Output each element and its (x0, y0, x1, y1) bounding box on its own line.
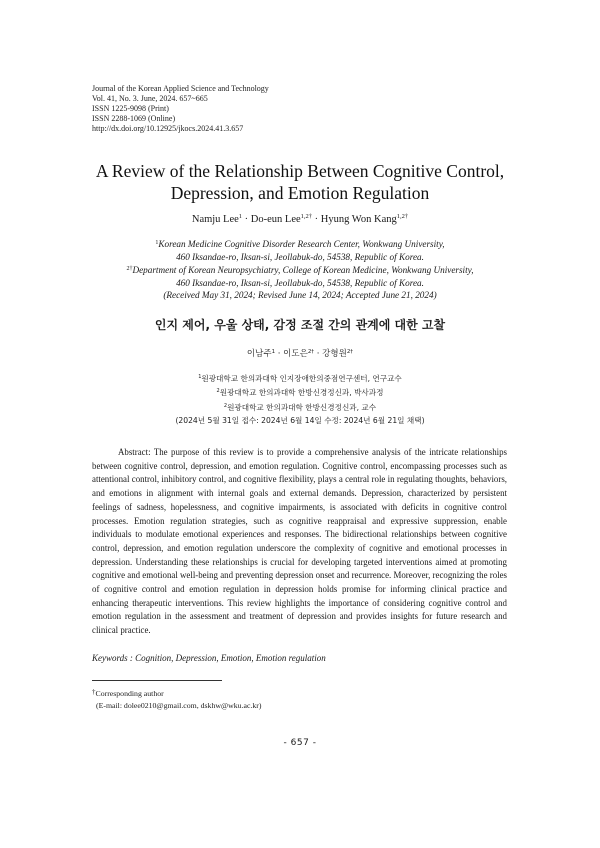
footnote (92, 686, 392, 712)
journal-issn-online: ISSN 2288-1069 (Online) (92, 114, 176, 123)
affil-line: 460 Iksandae-ro, Iksan-si, Jeollabuk-do, 54538, Republic of Korea. (176, 277, 424, 288)
korean-affil-line: 원광대학교 한의과대학 인지장애한의중점연구센터, 연구교수 (201, 374, 402, 383)
korean-author-name: 강형원 (322, 349, 347, 359)
affil-mark: 1 (155, 240, 159, 246)
author-separator: · (314, 349, 323, 359)
author-affil-mark: 1 (238, 213, 243, 220)
journal-issn-print: ISSN 1225-9098 (Print) (92, 104, 169, 113)
received-dates: (Received May 31, 2024; Revised June 14, 2024; Accepted June 21, 2024) (163, 290, 437, 301)
korean-author-mark: 2† (307, 349, 315, 355)
affil-line: Korean Medicine Cognitive Disorder Research Center, Wonkwang University, (158, 239, 445, 249)
paper-title (60, 160, 540, 204)
dagger-symbol: † (92, 688, 96, 696)
korean-dates: (2024년 5월 31일 접수: 2024년 6월 14일 수정: 2024년 6월 21일 채택) (175, 416, 425, 426)
korean-author-name: 이남주 (246, 349, 272, 359)
korean-affil-mark: 1 (198, 374, 202, 380)
korean-affil-line: 원광대학교 한의과대학 한방신경정신과, 교수 (227, 402, 377, 412)
korean-affil-line: 원광대학교 한의과대학 한방신경정신과, 박사과정 (219, 388, 384, 398)
corresponding-author-label: Corresponding author (95, 689, 164, 698)
korean-affil-mark: 2 (223, 402, 228, 409)
korean-author-name: 이도은 (283, 349, 308, 359)
abstract-label: Abstract: (118, 447, 151, 457)
korean-author-mark: 1 (271, 349, 276, 355)
korean-affil-mark: 2 (216, 388, 220, 395)
author-name: Hyung Won Kang (320, 214, 397, 225)
abstract-text: The purpose of this review is to provide a comprehensive analysis of the intricate relationships between cognitive control, depression, and emotion regulation. Cognitive control, encompassing processes such as attentional control, inhibitory control, and cognitive flexibility, plays a central role in regulating thoughts, behaviors, and emotions in alignment with internal goals and external demands. Depression, characterized by persistent feelings of sadness, hopelessness, and cognitive impairments, is associated with deficits in cognitive control processes. Emotion regulation strategies, such as cognitive reappraisal and expressive suppression, enable individuals to modulate emotional experiences and responses. The bidirectional relationships between cognitive control, depression, and emotion regulation underscore the complexity of cognitive and emotional processes in depression. Understanding these relationships is crucial for developing targeted interventions aimed at promoting cognitive and emotional well-being and preventing depression onset and recurrence. Moreover, recognizing the roles of cognitive control and emotion regulation in depression holds promise for informing clinical practice and enhancing therapeutic interventions. This review highlights the importance of considering cognitive control and emotion regulation in the assessment and treatment of depression and provides insights for future research and clinical practice. (92, 447, 508, 636)
korean-affiliations (60, 371, 540, 428)
korean-author-mark: 2† (346, 349, 354, 355)
author-name: Namju Lee (191, 214, 239, 225)
keywords: Keywords : Cognition, Depression, Emotion, Emotion regulation (92, 653, 326, 663)
page-number: - 657 - (283, 738, 317, 748)
author-affil-mark: 1,2† (300, 213, 313, 220)
korean-author-list (60, 346, 540, 360)
author-name: Do-eun Lee (250, 214, 301, 225)
affiliations (60, 237, 540, 302)
author-separator: · (275, 349, 284, 359)
author-affil-mark: 1,2† (396, 213, 409, 220)
abstract (92, 446, 507, 638)
author-separator: · (312, 214, 321, 225)
affil-mark: 2† (126, 266, 133, 273)
corresponding-email: (E-mail: dolee0210@gmail.com, dskhw@wku.ac.kr) (96, 701, 262, 710)
paper-title-line1: A Review of the Relationship Between Cognitive Control, (95, 161, 505, 181)
journal-doi[interactable]: http://dx.doi.org/10.12925/jkocs.2024.41.3.657 (92, 124, 244, 133)
footnote-divider (92, 680, 222, 681)
journal-name: Journal of the Korean Applied Science and Technology (92, 84, 269, 93)
korean-title: 인지 제어, 우울 상태, 감정 조절 간의 관계에 대한 고찰 (154, 318, 446, 332)
paper-title-line2: Depression, and Emotion Regulation (170, 183, 430, 203)
affil-line: Department of Korean Neuropsychiatry, College of Korean Medicine, Wonkwang University, (132, 265, 474, 276)
journal-header (92, 84, 392, 134)
author-separator: · (242, 214, 251, 225)
author-list (60, 210, 540, 227)
journal-volume: Vol. 41, No. 3. June, 2024. 657~665 (92, 94, 208, 103)
affil-line: 460 Iksandae-ro, Iksan-si, Jeollabuk-do, 54538, Republic of Korea. (176, 251, 424, 262)
